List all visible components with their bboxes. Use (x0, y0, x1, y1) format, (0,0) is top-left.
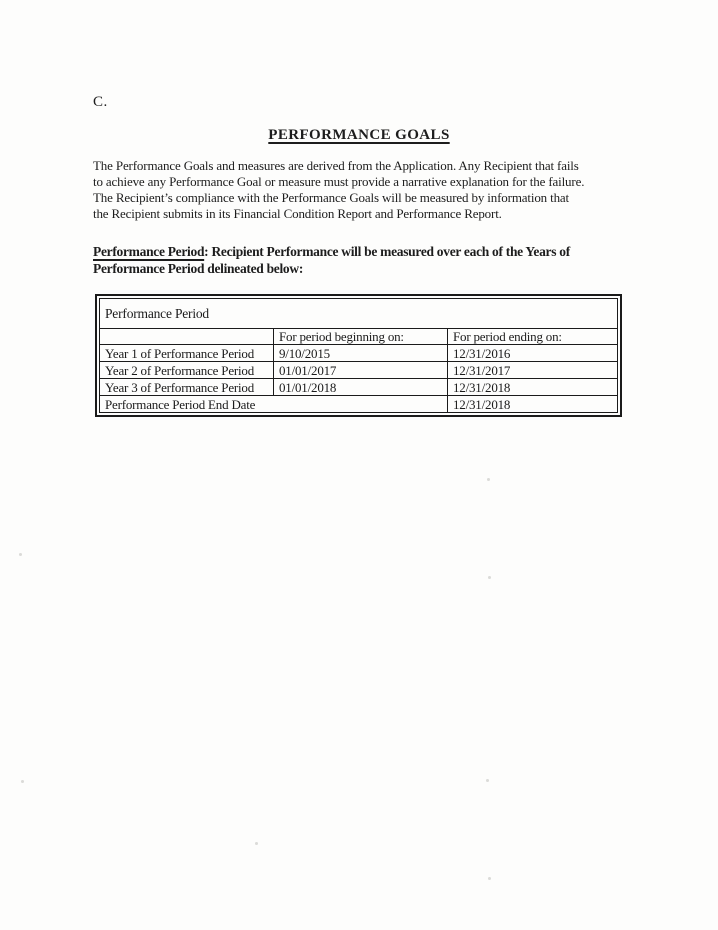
table-footer-row (100, 396, 618, 413)
column-header-empty (100, 329, 274, 345)
row-label: Year 3 of Performance Period (100, 379, 274, 396)
paragraph-line: The Performance Goals and measures are derived from the Application. Any Recipient that fails (93, 158, 579, 173)
section-letter: C. (93, 94, 108, 110)
paragraph-line: to achieve any Performance Goal or measure must provide a narrative explanation for the failure. (93, 174, 585, 189)
column-header-end: For period ending on: (448, 329, 618, 345)
table-header-row (100, 329, 618, 345)
performance-period-intro (93, 244, 653, 277)
scan-speckle (487, 478, 490, 481)
table-title: Performance Period (100, 299, 618, 329)
row-begin-date: 01/01/2018 (274, 379, 448, 396)
row-end-date: 12/31/2018 (448, 379, 618, 396)
row-end-date: 12/31/2017 (448, 362, 618, 379)
row-label: Year 2 of Performance Period (100, 362, 274, 379)
footer-label: Performance Period End Date (100, 396, 448, 413)
table-row (100, 379, 618, 396)
performance-period-label: Performance Period (93, 244, 205, 259)
scan-speckle (486, 779, 489, 782)
table-row (100, 345, 618, 362)
performance-period-intro-line2: Performance Period delineated below: (93, 260, 304, 276)
column-header-begin: For period beginning on: (274, 329, 448, 345)
intro-paragraph (93, 158, 653, 222)
row-begin-date: 01/01/2017 (274, 362, 448, 379)
scan-speckle (488, 576, 491, 579)
paragraph-line: the Recipient submits in its Financial Condition Report and Performance Report. (93, 206, 502, 221)
performance-period-table (95, 294, 622, 417)
footer-end-date: 12/31/2018 (448, 396, 618, 413)
table-title-row (100, 299, 618, 329)
scan-speckle (19, 553, 22, 556)
performance-period-rest: : Recipient Performance will be measured over each of the Years of (204, 244, 570, 259)
paragraph-line: The Recipient’s compliance with the Performance Goals will be measured by information that (93, 190, 570, 205)
scan-speckle (21, 780, 24, 783)
scan-speckle (255, 842, 258, 845)
page-title (0, 127, 718, 144)
table-row (100, 362, 618, 379)
page-title-text: PERFORMANCE GOALS (268, 127, 450, 143)
row-begin-date: 9/10/2015 (274, 345, 448, 362)
row-label: Year 1 of Performance Period (100, 345, 274, 362)
row-end-date: 12/31/2016 (448, 345, 618, 362)
performance-period-table-grid (99, 298, 618, 413)
scan-speckle (488, 877, 491, 880)
performance-period-intro-line1 (93, 244, 653, 261)
